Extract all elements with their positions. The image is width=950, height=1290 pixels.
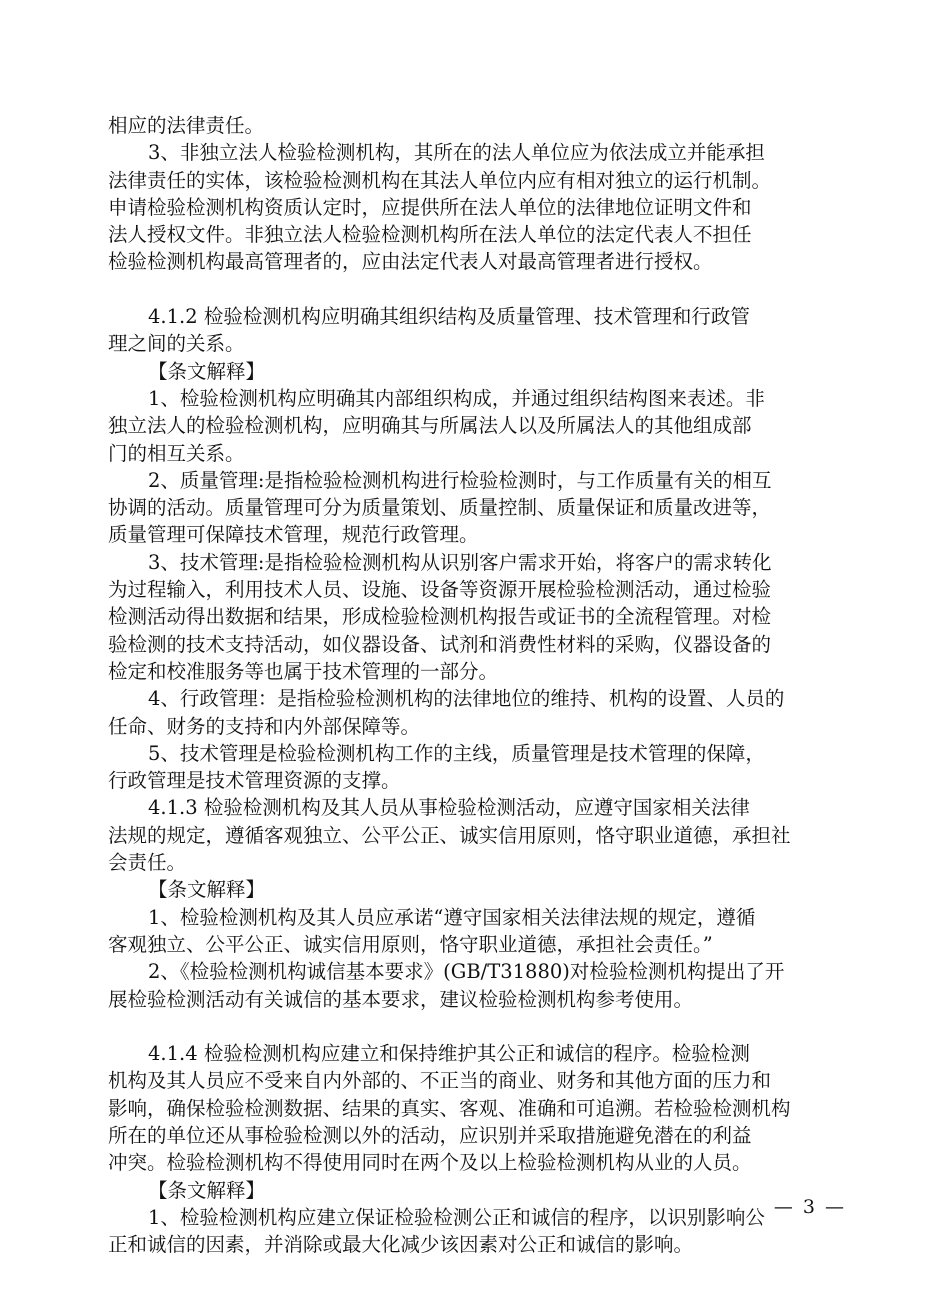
section-label: 【条文解释】 — [148, 878, 266, 902]
text-line: 检验检测机构最高管理者的，应由法定代表人对最高管理者进行授权。 — [108, 250, 713, 274]
clause-heading: 4.1.4 检验检测机构应建立和保持维护其公正和诚信的程序。检验检测 — [148, 1042, 750, 1066]
text-line: 2、《检验检测机构诚信基本要求》(GB/T31880)对检验检测机构提出了开 — [148, 960, 785, 984]
clause-heading: 4.1.3 检验检测机构及其人员从事检验检测活动，应遵守国家相关法律 — [148, 796, 750, 820]
text-line: 机构及其人员应不受来自内外部的、不正当的商业、财务和其他方面的压力和 — [108, 1069, 772, 1093]
clause-heading: 4.1.2 检验检测机构应明确其组织结构及质量管理、技术管理和行政管 — [148, 305, 750, 329]
text-line: 独立法人的检验检测机构，应明确其与所属法人以及所属法人的其他组成部 — [108, 414, 752, 438]
text-line: 法人授权文件。非独立法人检验检测机构所在法人单位的法定代表人不担任 — [108, 223, 752, 247]
text-line: 协调的活动。质量管理可分为质量策划、质量控制、质量保证和质量改进等， — [108, 496, 772, 520]
section-label: 【条文解释】 — [148, 359, 266, 383]
text-line: 法律责任的实体，该检验检测机构在其法人单位内应有相对独立的运行机制。 — [108, 168, 772, 192]
text-line: 检测活动得出数据和结果，形成检验检测机构报告或证书的全流程管理。对检 — [108, 605, 772, 629]
text-line: 任命、财务的支持和内外部保障等。 — [108, 714, 421, 738]
text-line: 质量管理可保障技术管理，规范行政管理。 — [108, 523, 479, 547]
text-line: 申请检验检测机构资质认定时，应提供所在法人单位的法律地位证明文件和 — [108, 195, 752, 219]
text-line: 影响，确保检验检测数据、结果的真实、客观、准确和可追溯。若检验检测机构 — [108, 1096, 791, 1120]
text-line: 相应的法律责任。 — [108, 114, 265, 137]
text-line: 1、检验检测机构应明确其内部组织构成，并通过组织结构图来表述。非 — [148, 386, 765, 410]
text-line: 客观独立、公平公正、诚实信用原则，恪守职业道德，承担社会责任。” — [108, 932, 713, 956]
text-line: 行政管理是技术管理资源的支撑。 — [108, 769, 401, 793]
text-line: 验检测的技术支持活动，如仪器设备、试剂和消费性材料的采购，仪器设备的 — [108, 632, 772, 656]
document-body — [108, 112, 848, 1258]
text-line: 门的相互关系。 — [108, 441, 245, 465]
section-label: 【条文解释】 — [148, 1178, 266, 1202]
paragraph-gap — [108, 276, 848, 303]
text-line: 检定和校准服务等也属于技术管理的一部分。 — [108, 659, 499, 683]
text-line: 正和诚信的因素，并消除或最大化减少该因素对公正和诚信的影响。 — [108, 1233, 694, 1257]
text-line: 4、行政管理：是指检验检测机构的法律地位的维持、机构的设置、人员的 — [148, 687, 785, 711]
text-line: 理之间的关系。 — [108, 332, 245, 356]
text-line: 5、技术管理是检验检测机构工作的主线，质量管理是技术管理的保障， — [148, 741, 765, 765]
text-line: 冲突。检验检测机构不得使用同时在两个及以上检验检测机构从业的人员。 — [108, 1151, 752, 1175]
text-line: 3、非独立法人检验检测机构，其所在的法人单位应为依法成立并能承担 — [148, 141, 765, 165]
text-line: 1、检验检测机构及其人员应承诺“遵守国家相关法律法规的规定，遵循 — [148, 905, 756, 929]
text-line: 展检验检测活动有关诚信的基本要求，建议检验检测机构参考使用。 — [108, 987, 694, 1011]
page-number: — 3 — — [773, 1196, 846, 1218]
text-line: 所在的单位还从事检验检测以外的活动，应识别并采取措施避免潜在的利益 — [108, 1123, 752, 1147]
text-line: 法规的规定，遵循客观独立、公平公正、诚实信用原则，恪守职业道德，承担社 — [108, 823, 791, 847]
text-line: 1、检验检测机构应建立保证检验检测公正和诚信的程序，以识别影响公 — [148, 1205, 765, 1229]
text-line: 为过程输入，利用技术人员、设施、设备等资源开展检验检测活动，通过检验 — [108, 578, 772, 602]
text-line: 会责任。 — [108, 851, 187, 875]
text-line: 2、质量管理:是指检验检测机构进行检验检测时，与工作质量有关的相互 — [148, 468, 772, 492]
text-line: 3、技术管理:是指检验检测机构从识别客户需求开始，将客户的需求转化 — [148, 550, 772, 574]
paragraph-gap — [108, 1013, 848, 1040]
